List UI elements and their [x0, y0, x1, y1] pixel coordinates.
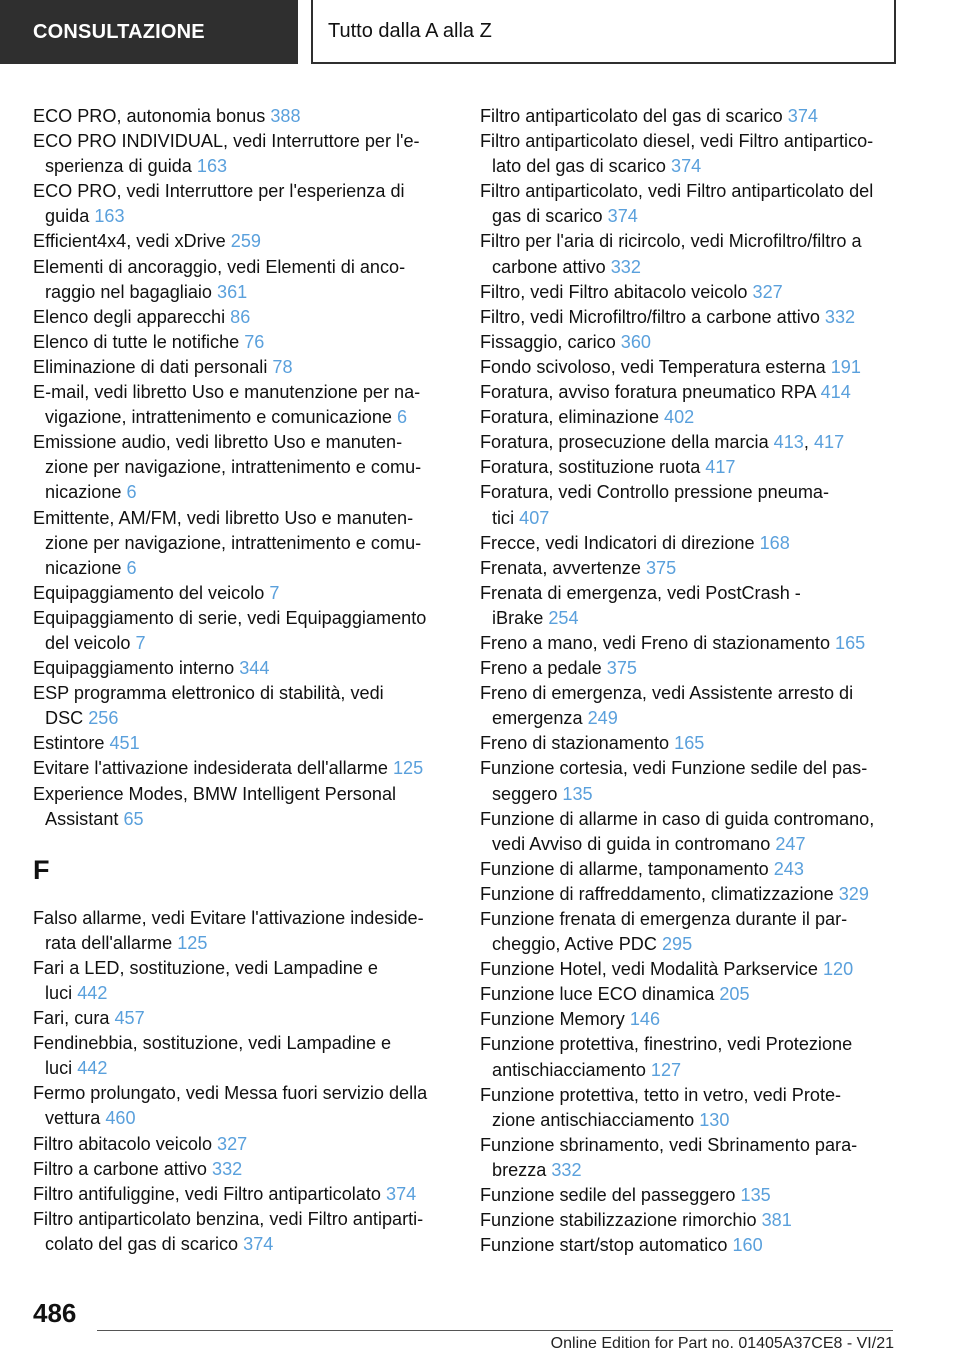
page-reference-link[interactable]: 205	[719, 984, 750, 1005]
page-reference-link[interactable]: 442	[77, 983, 108, 1003]
index-entry	[33, 1182, 453, 1207]
index-entry-text: Funzione cortesia, vedi Funzione sedile del pas-	[480, 758, 868, 779]
index-entry-text: ECO PRO INDIVIDUAL, vedi Interruttore per l'e-	[33, 131, 420, 152]
page-reference-link[interactable]: 374	[671, 156, 702, 177]
index-entry-continuation	[33, 531, 453, 556]
index-entry-text: Filtro antiparticolato diesel, vedi Filtro antipartico-	[480, 131, 874, 152]
index-entry	[33, 1157, 453, 1182]
index-entry-text: Freno a mano, vedi Freno di stazionamento	[480, 632, 831, 653]
index-entry-text: Frecce, vedi Indicatori di direzione	[480, 532, 755, 553]
index-entry	[480, 907, 900, 932]
index-entry-text: Filtro antiparticolato del gas di scarico	[480, 106, 783, 126]
index-entry-continuation	[480, 1108, 900, 1133]
index-entry	[33, 656, 453, 681]
index-entry-continuation	[33, 706, 453, 731]
index-entry-text: raggio nel bagagliaio	[45, 281, 212, 302]
index-entry-continuation	[480, 706, 900, 731]
page-reference-link[interactable]: 125	[392, 758, 424, 779]
index-entry-continuation	[33, 1232, 453, 1257]
page-reference-link[interactable]: 460	[105, 1108, 136, 1129]
index-entry	[33, 606, 453, 631]
index-entry-text: vedi Avviso di guida in contromano	[492, 833, 771, 854]
page-reference-link[interactable]: 78	[272, 356, 293, 377]
index-entry	[480, 229, 900, 254]
page-reference-link[interactable]: 327	[752, 281, 783, 302]
index-entry-continuation	[480, 506, 900, 531]
index-entry-continuation	[33, 1056, 453, 1081]
page-reference-link[interactable]: 332	[212, 1158, 243, 1179]
index-entry	[33, 906, 453, 931]
index-entry-text: Filtro per l'aria di ricircolo, vedi Microfiltro/filtro a	[480, 231, 862, 252]
page-reference-link[interactable]: 388	[270, 106, 301, 126]
index-entry-continuation	[33, 154, 453, 179]
page-reference-link[interactable]: 249	[587, 708, 618, 729]
page-reference-link[interactable]: 332	[551, 1159, 582, 1180]
page-reference-link[interactable]: 191	[830, 356, 861, 377]
index-entry-text: antischiacciamento	[492, 1059, 646, 1080]
index-entry-text: Foratura, eliminazione	[480, 407, 660, 428]
footer-divider	[97, 1330, 893, 1331]
index-entry-text: Evitare l'attivazione indesiderata dell'allarme	[33, 758, 388, 779]
index-entry	[33, 305, 453, 330]
index-entry-text: ECO PRO, autonomia bonus	[33, 106, 266, 126]
index-entry	[33, 330, 453, 355]
index-entry-continuation	[33, 405, 453, 430]
index-entry	[33, 104, 453, 129]
index-entry-text: Funzione sbrinamento, vedi Sbrinamento para-	[480, 1134, 858, 1155]
index-entry	[480, 1183, 900, 1208]
index-entry-text: vigazione, intrattenimento e comunicazione	[45, 407, 392, 428]
index-group-e	[33, 104, 453, 832]
index-entry-text: Fondo scivoloso, vedi Temperatura esterna	[480, 356, 826, 377]
index-entry-continuation	[480, 782, 900, 807]
index-entry-text: iBrake	[492, 607, 544, 628]
page-reference-link[interactable]: 417	[705, 457, 736, 478]
page-reference-link[interactable]: 6	[126, 482, 137, 503]
chapter-title: Tutto dalla A alla Z	[328, 19, 492, 42]
index-entry	[33, 179, 453, 204]
page-reference-link[interactable]: 247	[775, 833, 806, 854]
index-column-left	[33, 104, 453, 1257]
page-reference-link[interactable]: 375	[645, 557, 677, 578]
index-entry-text: Foratura, vedi Controllo pressione pneuma-	[480, 482, 829, 503]
index-entry-text: colato del gas di scarico	[45, 1233, 239, 1254]
index-entry	[480, 305, 900, 330]
page-reference-link[interactable]: 127	[650, 1059, 682, 1080]
index-entry-text: Freno di emergenza, vedi Assistente arresto di	[480, 683, 854, 704]
page-reference-link[interactable]: 7	[269, 582, 280, 603]
index-entry-text: luci	[45, 983, 73, 1003]
index-entry-text: Filtro, vedi Microfiltro/filtro a carbone attivo	[480, 306, 820, 327]
index-entry-text: Emittente, AM/FM, vedi libretto Uso e manuten-	[33, 507, 414, 528]
page-reference-link[interactable]: 413	[773, 432, 804, 453]
index-entry-text: Funzione di raffreddamento, climatizzazione	[480, 883, 834, 904]
index-entry-text: Efficient4x4, vedi xDrive	[33, 231, 226, 252]
index-entry-continuation	[33, 807, 453, 832]
page-reference-link[interactable]: 451	[109, 733, 140, 754]
index-entry	[480, 104, 900, 129]
index-entry-text: emergenza	[492, 708, 583, 729]
index-entry-text: luci	[45, 1058, 73, 1079]
page-reference-link[interactable]: 256	[88, 708, 119, 729]
index-entry	[480, 1233, 900, 1258]
edition-note: Online Edition for Part no. 01405A37CE8 - VI/21	[550, 1335, 894, 1352]
page-reference-link[interactable]: 381	[761, 1210, 792, 1231]
page-reference-link[interactable]: 243	[773, 858, 804, 879]
index-entry-continuation	[480, 832, 900, 857]
index-entry-text: Fermo prolungato, vedi Messa fuori servizio della	[33, 1083, 428, 1104]
page-reference-link[interactable]: 327	[217, 1133, 248, 1154]
index-entry-text: Funzione Memory	[480, 1009, 625, 1030]
index-entry-continuation	[480, 932, 900, 957]
index-entry	[480, 1133, 900, 1158]
index-entry-text: carbone attivo	[492, 256, 606, 277]
index-entry-continuation	[480, 1158, 900, 1183]
page-reference-link[interactable]: 295	[661, 934, 693, 955]
index-entry-text: ESP programma elettronico di stabilità, vedi	[33, 683, 384, 704]
page-reference-link[interactable]: 120	[822, 959, 854, 980]
index-entry-text: E-mail, vedi libretto Uso e manutenzione per na-	[33, 382, 421, 403]
page-reference-link[interactable]: 414	[820, 382, 851, 403]
index-entry-text: Frenata di emergenza, vedi PostCrash -	[480, 582, 801, 603]
index-entry-text: Elementi di ancoraggio, vedi Elementi di anco-	[33, 256, 406, 277]
index-column-right	[480, 104, 900, 1258]
index-entry-text: ECO PRO, vedi Interruttore per l'esperienza di	[33, 181, 405, 202]
page-reference-link[interactable]: 86	[230, 306, 251, 327]
index-entry-text: nicazione	[45, 557, 122, 578]
page-reference-link[interactable]: 135	[740, 1185, 771, 1206]
page-reference-link[interactable]: 6	[397, 407, 408, 428]
page-reference-link[interactable]: 259	[230, 231, 261, 252]
page-reference-link[interactable]: 457	[114, 1008, 145, 1029]
index-entry-text: Freno di stazionamento	[480, 733, 670, 754]
index-entry-text: Foratura, avviso foratura pneumatico RPA	[480, 382, 816, 403]
index-entry-text: Filtro antifuliggine, vedi Filtro antiparticolato	[33, 1183, 381, 1204]
index-entry-text: Funzione Hotel, vedi Modalità Parkservice	[480, 959, 818, 980]
page-reference-link[interactable]: 125	[177, 932, 208, 953]
index-entry-text: Equipaggiamento del veicolo	[33, 582, 265, 603]
index-entry-text: guida	[45, 206, 90, 227]
index-entry	[480, 731, 900, 756]
index-entry-text: Freno a pedale	[480, 658, 602, 679]
index-entry	[33, 129, 453, 154]
index-entry-text: Elenco di tutte le notifiche	[33, 331, 240, 352]
index-entry-text: zione per navigazione, intrattenimento e comu-	[45, 532, 422, 553]
index-entry-text: Estintore	[33, 733, 105, 754]
index-entry-text: Experience Modes, BMW Intelligent Personal	[33, 783, 397, 804]
index-entry-text: Filtro, vedi Filtro abitacolo veicolo	[480, 281, 748, 302]
index-entry	[33, 255, 453, 280]
index-entry-continuation	[480, 1058, 900, 1083]
index-entry-text: nicazione	[45, 482, 122, 503]
index-entry-continuation	[33, 480, 453, 505]
index-entry	[33, 380, 453, 405]
index-entry	[33, 229, 453, 254]
page-number: 486	[33, 1298, 77, 1328]
page-reference-link[interactable]: 407	[519, 507, 550, 528]
index-entry	[480, 531, 900, 556]
index-entry	[480, 982, 900, 1007]
index-entry-text: lato del gas di scarico	[492, 156, 666, 177]
index-entry-text: sperienza di guida	[45, 156, 192, 177]
index-entry	[480, 807, 900, 832]
index-entry	[480, 1208, 900, 1233]
page-reference-link[interactable]: 163	[94, 206, 125, 227]
page-reference-link[interactable]: 146	[629, 1009, 661, 1030]
page-reference-link[interactable]: 374	[386, 1183, 417, 1204]
index-entry-text: Funzione sedile del passeggero	[480, 1185, 736, 1206]
index-entry-continuation	[33, 455, 453, 480]
page-reference-link[interactable]: 361	[217, 281, 248, 302]
page-reference-link[interactable]: 344	[239, 658, 270, 679]
index-entry	[33, 581, 453, 606]
index-entry	[480, 179, 900, 204]
index-entry-continuation	[33, 204, 453, 229]
page-reference-link[interactable]: 374	[787, 106, 818, 126]
page-reference-link[interactable]: 375	[606, 658, 637, 679]
index-entry	[480, 631, 900, 656]
index-entry	[480, 756, 900, 781]
index-entry-continuation	[33, 556, 453, 581]
index-entry-text: Foratura, prosecuzione della marcia	[480, 432, 769, 453]
index-entry	[33, 430, 453, 455]
index-entry-text: Eliminazione di dati personali	[33, 356, 268, 377]
page-reference-link[interactable]: 374	[243, 1233, 274, 1254]
index-entry	[480, 681, 900, 706]
index-entry-text: Fari, cura	[33, 1008, 110, 1029]
index-letter-heading: F	[33, 854, 50, 885]
index-entry-text: Funzione luce ECO dinamica	[480, 984, 715, 1005]
index-group-f-continued	[480, 104, 900, 1258]
index-entry	[480, 355, 900, 380]
index-entry-text: Elenco degli apparecchi	[33, 306, 226, 327]
index-entry-text: DSC	[45, 708, 84, 729]
index-entry-continuation	[33, 631, 453, 656]
index-entry	[33, 756, 453, 781]
index-entry-text: Filtro antiparticolato, vedi Filtro antiparticolato del	[480, 181, 874, 202]
index-entry-text: Fendinebbia, sostituzione, vedi Lampadine e	[33, 1033, 392, 1054]
index-entry-text: Equipaggiamento interno	[33, 658, 235, 679]
page-reference-link[interactable]: 442	[77, 1058, 108, 1079]
index-entry	[480, 1032, 900, 1057]
index-entry-continuation	[480, 606, 900, 631]
page-reference-link[interactable]: 163	[196, 156, 228, 177]
index-entry-continuation	[480, 154, 900, 179]
index-entry	[33, 1132, 453, 1157]
index-entry	[480, 656, 900, 681]
index-entry-text: Funzione protettiva, tetto in vetro, vedi Prote-	[480, 1084, 842, 1105]
index-entry-text: gas di scarico	[492, 206, 603, 227]
index-entry-continuation	[480, 255, 900, 280]
index-entry	[33, 681, 453, 706]
index-entry-text: Fissaggio, carico	[480, 331, 616, 352]
index-entry	[480, 330, 900, 355]
index-entry	[33, 1207, 453, 1232]
index-entry-continuation	[33, 981, 453, 1006]
section-tab	[0, 0, 298, 64]
index-entry	[480, 957, 900, 982]
index-entry-text: cheggio, Active PDC	[492, 934, 657, 955]
index-entry	[480, 455, 900, 480]
page-reference-link[interactable]: 160	[732, 1235, 763, 1256]
page-reference-link[interactable]: 165	[835, 632, 866, 653]
index-entry	[480, 882, 900, 907]
index-entry-text: Funzione di allarme in caso di guida contromano,	[480, 808, 875, 829]
index-entry	[480, 129, 900, 154]
index-entry-text: Equipaggiamento di serie, vedi Equipaggiamento	[33, 607, 427, 628]
index-entry-text: tici	[492, 507, 515, 528]
index-entry	[33, 1081, 453, 1106]
page-reference-link[interactable]: 329	[838, 883, 869, 904]
index-entry	[480, 430, 900, 455]
page-reference-link[interactable]: 332	[824, 306, 856, 327]
index-entry	[480, 556, 900, 581]
index-entry	[33, 506, 453, 531]
index-entry-text: Funzione protettiva, finestrino, vedi Protezione	[480, 1034, 853, 1055]
index-entry-text: del veicolo	[45, 632, 131, 653]
index-entry	[33, 1006, 453, 1031]
page-reference-link[interactable]: 130	[699, 1109, 730, 1130]
index-entry-text: Funzione start/stop automatico	[480, 1235, 728, 1256]
index-entry-text: Filtro antiparticolato benzina, vedi Filtro antiparti-	[33, 1208, 424, 1229]
index-entry-continuation	[33, 1106, 453, 1131]
index-entry	[33, 355, 453, 380]
page-reference-link[interactable]: 254	[548, 607, 579, 628]
page-reference-link[interactable]: 417	[813, 432, 845, 453]
index-entry	[480, 480, 900, 505]
index-entry	[33, 956, 453, 981]
index-entry-text: Funzione stabilizzazione rimorchio	[480, 1210, 757, 1231]
index-entry-text: Frenata, avvertenze	[480, 557, 641, 578]
page-reference-link[interactable]: 65	[123, 808, 144, 829]
index-entry-continuation	[33, 280, 453, 305]
index-entry-text: Emissione audio, vedi libretto Uso e manuten-	[33, 432, 403, 453]
index-entry-text: zione per navigazione, intrattenimento e comu-	[45, 457, 422, 478]
index-entry-text: seggero	[492, 783, 558, 804]
index-entry-text: Foratura, sostituzione ruota	[480, 457, 701, 478]
index-entry	[33, 731, 453, 756]
page-reference-link[interactable]: 402	[664, 407, 695, 428]
index-group-f	[33, 906, 453, 1257]
index-entry	[480, 1083, 900, 1108]
page-reference-link[interactable]: 374	[607, 206, 638, 227]
index-entry	[480, 405, 900, 430]
index-entry	[480, 380, 900, 405]
index-entry-text: vettura	[45, 1108, 101, 1129]
index-entry-text: Funzione di allarme, tamponamento	[480, 858, 769, 879]
index-entry-text: rata dell'allarme	[45, 932, 173, 953]
index-entry-continuation	[33, 931, 453, 956]
page-reference-link[interactable]: 135	[562, 783, 593, 804]
page-reference-link[interactable]: 360	[620, 331, 651, 352]
index-entry-text: Funzione frenata di emergenza durante il par-	[480, 909, 848, 929]
index-entry	[480, 857, 900, 882]
index-entry-text: Assistant	[45, 808, 119, 829]
page-reference-link[interactable]: 165	[674, 733, 705, 754]
index-entry	[480, 280, 900, 305]
page-ref-separator: ,	[803, 432, 809, 453]
page-reference-link[interactable]: 6	[126, 557, 137, 578]
index-entry	[33, 1031, 453, 1056]
index-entry	[480, 1007, 900, 1032]
index-entry-text: Filtro abitacolo veicolo	[33, 1133, 213, 1154]
index-entry-continuation	[480, 204, 900, 229]
index-entry-text: Falso allarme, vedi Evitare l'attivazione indeside-	[33, 907, 424, 928]
page-reference-link[interactable]: 7	[135, 632, 146, 653]
page-reference-link[interactable]: 76	[244, 331, 265, 352]
chapter-header	[311, 0, 896, 64]
index-entry	[480, 581, 900, 606]
index-entry-text: Fari a LED, sostituzione, vedi Lampadine e	[33, 957, 378, 978]
index-entry-text: Filtro a carbone attivo	[33, 1158, 207, 1179]
section-title: CONSULTAZIONE	[33, 20, 205, 43]
index-entry	[33, 782, 453, 807]
page-reference-link[interactable]: 332	[610, 256, 641, 277]
index-entry-text: brezza	[492, 1159, 547, 1180]
index-entry-text: zione antischiacciamento	[492, 1109, 695, 1130]
page-reference-link[interactable]: 168	[759, 532, 790, 553]
